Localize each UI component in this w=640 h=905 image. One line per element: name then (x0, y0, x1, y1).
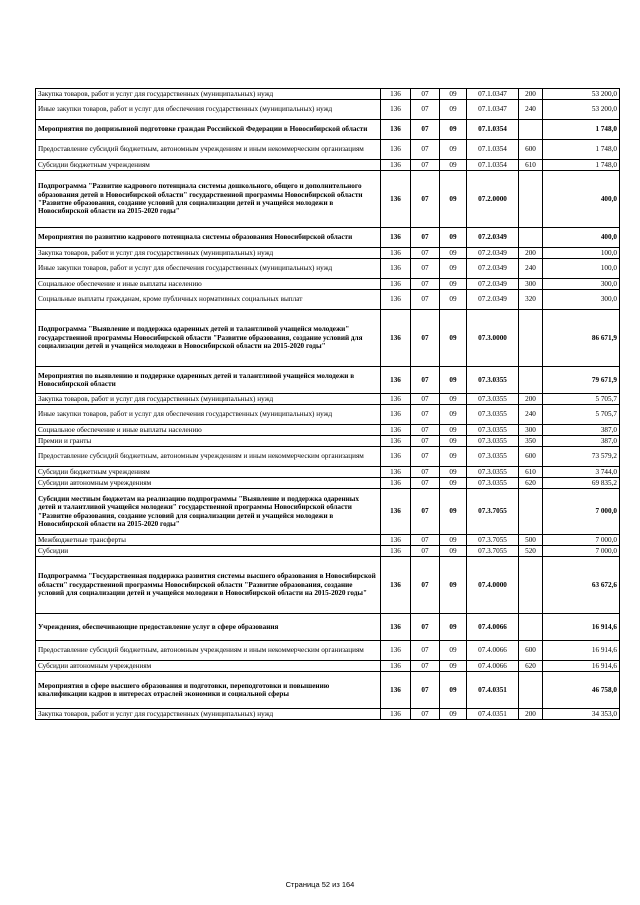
table-row (36, 259, 620, 279)
row-pr-cell: 09 (440, 661, 467, 672)
row-rz-cell: 07 (411, 100, 440, 120)
row-pr-cell: 09 (440, 546, 467, 557)
table-row (36, 140, 620, 160)
row-name-cell: Подпрограмма "Государственная поддержка развития системы высшего образования в Новосибирской области" государственной программы Новосибирской области "Развитие образования, создание условий для социализации детей и учащейся молодежи в Новосибирской области на 2015-2020 годы" (36, 557, 381, 614)
row-name-cell: Социальные выплаты гражданам, кроме публичных нормативных социальных выплат (36, 290, 381, 310)
row-name-cell: Мероприятия по развитию кадрового потенциала системы образования Новосибирской области (36, 228, 381, 248)
table-row (36, 546, 620, 557)
row-ved-cell: 136 (381, 259, 411, 279)
table-row (36, 405, 620, 425)
row-vr-cell: 610 (519, 160, 543, 171)
table-row (36, 557, 620, 614)
table-row (36, 290, 620, 310)
row-name-cell: Предоставление субсидий бюджетным, автономным учреждениям и иным некоммерческим организациям (36, 447, 381, 467)
row-pr-cell: 09 (440, 248, 467, 259)
row-csr-cell: 07.2.0349 (467, 279, 519, 290)
page-number: Страница 52 из 164 (285, 880, 355, 889)
row-rz-cell: 07 (411, 557, 440, 614)
row-sum-cell: 79 671,9 (543, 367, 620, 394)
row-ved-cell: 136 (381, 120, 411, 140)
row-sum-cell: 400,0 (543, 228, 620, 248)
row-pr-cell: 09 (440, 535, 467, 546)
row-rz-cell: 07 (411, 259, 440, 279)
row-csr-cell: 07.3.0355 (467, 467, 519, 478)
row-pr-cell: 09 (440, 447, 467, 467)
row-sum-cell: 1 748,0 (543, 160, 620, 171)
row-rz-cell: 07 (411, 467, 440, 478)
row-csr-cell: 07.1.0354 (467, 120, 519, 140)
row-ved-cell: 136 (381, 100, 411, 120)
row-rz-cell: 07 (411, 535, 440, 546)
row-pr-cell: 09 (440, 614, 467, 641)
row-name-cell: Иные закупки товаров, работ и услуг для обеспечения государственных (муниципальных) нужд (36, 100, 381, 120)
row-pr-cell: 09 (440, 367, 467, 394)
row-pr-cell: 09 (440, 425, 467, 436)
row-vr-cell (519, 228, 543, 248)
row-sum-cell: 7 000,0 (543, 489, 620, 535)
row-vr-cell: 240 (519, 259, 543, 279)
row-csr-cell: 07.3.0355 (467, 405, 519, 425)
row-sum-cell: 34 353,0 (543, 709, 620, 720)
table-row (36, 100, 620, 120)
row-vr-cell (519, 557, 543, 614)
row-name-cell: Закупка товаров, работ и услуг для государственных (муниципальных) нужд (36, 89, 381, 100)
row-vr-cell (519, 120, 543, 140)
row-vr-cell: 620 (519, 661, 543, 672)
row-name-cell: Субсидии (36, 546, 381, 557)
row-sum-cell: 300,0 (543, 290, 620, 310)
row-pr-cell: 09 (440, 394, 467, 405)
row-ved-cell: 136 (381, 279, 411, 290)
row-rz-cell: 07 (411, 394, 440, 405)
row-ved-cell: 136 (381, 248, 411, 259)
row-rz-cell: 07 (411, 478, 440, 489)
row-rz-cell: 07 (411, 641, 440, 661)
row-vr-cell (519, 489, 543, 535)
row-name-cell: Мероприятия по выявлению и поддержке одаренных детей и талантливой учащейся молодежи в Новосибирской области (36, 367, 381, 394)
row-ved-cell: 136 (381, 310, 411, 367)
row-rz-cell: 07 (411, 310, 440, 367)
table-row (36, 367, 620, 394)
row-csr-cell: 07.3.7055 (467, 489, 519, 535)
row-sum-cell: 5 705,7 (543, 405, 620, 425)
row-ved-cell: 136 (381, 709, 411, 720)
row-csr-cell: 07.2.0349 (467, 290, 519, 310)
table-row (36, 228, 620, 248)
row-rz-cell: 07 (411, 367, 440, 394)
row-ved-cell: 136 (381, 228, 411, 248)
row-name-cell: Мероприятия по допризывной подготовке граждан Российской Федерации в Новосибирской области (36, 120, 381, 140)
row-rz-cell: 07 (411, 405, 440, 425)
row-pr-cell: 09 (440, 228, 467, 248)
row-pr-cell: 09 (440, 120, 467, 140)
row-vr-cell: 300 (519, 279, 543, 290)
row-rz-cell: 07 (411, 120, 440, 140)
row-pr-cell: 09 (440, 140, 467, 160)
row-rz-cell: 07 (411, 171, 440, 228)
table-row (36, 447, 620, 467)
row-csr-cell: 07.4.0351 (467, 672, 519, 709)
table-row (36, 614, 620, 641)
row-ved-cell: 136 (381, 160, 411, 171)
row-pr-cell: 09 (440, 467, 467, 478)
row-vr-cell: 350 (519, 436, 543, 447)
row-rz-cell: 07 (411, 436, 440, 447)
row-ved-cell: 136 (381, 614, 411, 641)
row-name-cell: Премии и гранты (36, 436, 381, 447)
row-ved-cell: 136 (381, 405, 411, 425)
row-csr-cell: 07.3.0355 (467, 478, 519, 489)
row-csr-cell: 07.4.0000 (467, 557, 519, 614)
row-pr-cell: 09 (440, 259, 467, 279)
row-name-cell: Социальное обеспечение и иные выплаты населению (36, 279, 381, 290)
row-ved-cell: 136 (381, 367, 411, 394)
row-csr-cell: 07.3.0355 (467, 447, 519, 467)
row-rz-cell: 07 (411, 709, 440, 720)
row-ved-cell: 136 (381, 546, 411, 557)
row-name-cell: Иные закупки товаров, работ и услуг для обеспечения государственных (муниципальных) нужд (36, 405, 381, 425)
row-name-cell: Субсидии бюджетным учреждениям (36, 467, 381, 478)
row-ved-cell: 136 (381, 489, 411, 535)
row-vr-cell: 600 (519, 140, 543, 160)
page-footer (0, 880, 640, 889)
row-sum-cell: 1 748,0 (543, 120, 620, 140)
row-name-cell: Социальное обеспечение и иные выплаты населению (36, 425, 381, 436)
row-csr-cell: 07.1.0347 (467, 89, 519, 100)
row-ved-cell: 136 (381, 672, 411, 709)
row-rz-cell: 07 (411, 489, 440, 535)
row-csr-cell: 07.3.0355 (467, 394, 519, 405)
row-rz-cell: 07 (411, 89, 440, 100)
row-vr-cell: 200 (519, 709, 543, 720)
row-ved-cell: 136 (381, 140, 411, 160)
row-rz-cell: 07 (411, 546, 440, 557)
row-vr-cell: 610 (519, 467, 543, 478)
row-pr-cell: 09 (440, 290, 467, 310)
row-vr-cell (519, 367, 543, 394)
row-csr-cell: 07.2.0349 (467, 259, 519, 279)
row-vr-cell: 520 (519, 546, 543, 557)
table-row (36, 709, 620, 720)
row-ved-cell: 136 (381, 447, 411, 467)
row-vr-cell: 320 (519, 290, 543, 310)
row-ved-cell: 136 (381, 467, 411, 478)
row-sum-cell: 63 672,6 (543, 557, 620, 614)
table-row (36, 248, 620, 259)
row-pr-cell: 09 (440, 478, 467, 489)
row-vr-cell: 600 (519, 447, 543, 467)
row-name-cell: Подпрограмма "Выявление и поддержка одаренных детей и талантливой учащейся молодежи" государственной программы Новосибирской области "Развитие образования, создание условий для социализации детей и учащейся молодежи в Новосибирской области на 2015-2020 годы" (36, 310, 381, 367)
row-pr-cell: 09 (440, 436, 467, 447)
row-name-cell: Субсидии автономным учреждениям (36, 478, 381, 489)
row-pr-cell: 09 (440, 405, 467, 425)
row-sum-cell: 7 000,0 (543, 535, 620, 546)
row-rz-cell: 07 (411, 228, 440, 248)
row-csr-cell: 07.3.0000 (467, 310, 519, 367)
row-rz-cell: 07 (411, 614, 440, 641)
row-sum-cell: 16 914,6 (543, 661, 620, 672)
row-csr-cell: 07.1.0354 (467, 160, 519, 171)
row-name-cell: Закупка товаров, работ и услуг для государственных (муниципальных) нужд (36, 394, 381, 405)
row-pr-cell: 09 (440, 557, 467, 614)
row-ved-cell: 136 (381, 557, 411, 614)
row-sum-cell: 69 835,2 (543, 478, 620, 489)
row-sum-cell: 5 705,7 (543, 394, 620, 405)
row-name-cell: Учреждения, обеспечивающие предоставление услуг в сфере образования (36, 614, 381, 641)
row-sum-cell: 16 914,6 (543, 614, 620, 641)
table-row (36, 171, 620, 228)
row-pr-cell: 09 (440, 310, 467, 367)
row-csr-cell: 07.4.0066 (467, 641, 519, 661)
row-ved-cell: 136 (381, 641, 411, 661)
row-sum-cell: 16 914,6 (543, 641, 620, 661)
row-csr-cell: 07.1.0354 (467, 140, 519, 160)
table-row (36, 641, 620, 661)
row-vr-cell: 500 (519, 535, 543, 546)
row-name-cell: Подпрограмма "Развитие кадрового потенциала системы дошкольного, общего и дополнительного образования детей в Новосибирской области" государственной программы Новосибирской области "Развитие образования, создание условий для социализации детей и учащейся молодежи в Новосибирской области на 2015-2020 годы" (36, 171, 381, 228)
table-row (36, 160, 620, 171)
row-vr-cell: 240 (519, 405, 543, 425)
row-ved-cell: 136 (381, 436, 411, 447)
row-sum-cell: 73 579,2 (543, 447, 620, 467)
row-sum-cell: 46 758,0 (543, 672, 620, 709)
row-name-cell: Предоставление субсидий бюджетным, автономным учреждениям и иным некоммерческим организациям (36, 140, 381, 160)
row-pr-cell: 09 (440, 89, 467, 100)
row-ved-cell: 136 (381, 661, 411, 672)
budget-table-body (36, 89, 620, 720)
row-vr-cell: 600 (519, 641, 543, 661)
row-name-cell: Субсидии бюджетным учреждениям (36, 160, 381, 171)
row-ved-cell: 136 (381, 290, 411, 310)
table-row (36, 436, 620, 447)
row-csr-cell: 07.3.7055 (467, 546, 519, 557)
row-ved-cell: 136 (381, 394, 411, 405)
row-vr-cell: 300 (519, 425, 543, 436)
row-pr-cell: 09 (440, 171, 467, 228)
row-vr-cell: 200 (519, 394, 543, 405)
row-csr-cell: 07.3.7055 (467, 535, 519, 546)
row-sum-cell: 400,0 (543, 171, 620, 228)
row-rz-cell: 07 (411, 672, 440, 709)
row-pr-cell: 09 (440, 100, 467, 120)
row-ved-cell: 136 (381, 425, 411, 436)
row-name-cell: Мероприятия в сфере высшего образования и подготовки, переподготовки и повышению квалификации кадров в интересах отраслей экономики и социальной сферы (36, 672, 381, 709)
row-sum-cell: 100,0 (543, 259, 620, 279)
table-row (36, 279, 620, 290)
row-pr-cell: 09 (440, 672, 467, 709)
table-row (36, 467, 620, 478)
row-rz-cell: 07 (411, 160, 440, 171)
row-name-cell: Предоставление субсидий бюджетным, автономным учреждениям и иным некоммерческим организациям (36, 641, 381, 661)
row-rz-cell: 07 (411, 248, 440, 259)
row-rz-cell: 07 (411, 140, 440, 160)
row-name-cell: Межбюджетные трансферты (36, 535, 381, 546)
row-pr-cell: 09 (440, 641, 467, 661)
row-name-cell: Субсидии автономным учреждениям (36, 661, 381, 672)
row-sum-cell: 387,0 (543, 436, 620, 447)
row-sum-cell: 3 744,0 (543, 467, 620, 478)
table-row (36, 394, 620, 405)
row-pr-cell: 09 (440, 279, 467, 290)
table-row (36, 535, 620, 546)
row-name-cell: Закупка товаров, работ и услуг для государственных (муниципальных) нужд (36, 709, 381, 720)
row-csr-cell: 07.1.0347 (467, 100, 519, 120)
row-csr-cell: 07.2.0000 (467, 171, 519, 228)
row-ved-cell: 136 (381, 478, 411, 489)
row-rz-cell: 07 (411, 447, 440, 467)
budget-table (35, 88, 620, 720)
row-vr-cell: 240 (519, 100, 543, 120)
row-pr-cell: 09 (440, 160, 467, 171)
row-sum-cell: 7 000,0 (543, 546, 620, 557)
row-vr-cell (519, 310, 543, 367)
row-rz-cell: 07 (411, 661, 440, 672)
row-vr-cell: 200 (519, 248, 543, 259)
table-row (36, 672, 620, 709)
row-vr-cell: 200 (519, 89, 543, 100)
table-row (36, 661, 620, 672)
row-csr-cell: 07.3.0355 (467, 367, 519, 394)
row-pr-cell: 09 (440, 489, 467, 535)
row-sum-cell: 387,0 (543, 425, 620, 436)
row-rz-cell: 07 (411, 425, 440, 436)
table-row (36, 478, 620, 489)
row-ved-cell: 136 (381, 171, 411, 228)
row-sum-cell: 300,0 (543, 279, 620, 290)
row-csr-cell: 07.3.0355 (467, 436, 519, 447)
row-rz-cell: 07 (411, 279, 440, 290)
row-vr-cell: 620 (519, 478, 543, 489)
row-sum-cell: 100,0 (543, 248, 620, 259)
row-name-cell: Субсидии местным бюджетам на реализацию подпрограммы "Выявление и поддержка одаренных детей и талантливой учащейся молодежи" государственной программы Новосибирской области "Развитие образования, создание условий для социализации детей и учащейся молодежи в Новосибирской области на 2015-2020 годы" (36, 489, 381, 535)
row-ved-cell: 136 (381, 535, 411, 546)
table-row (36, 489, 620, 535)
table-row (36, 310, 620, 367)
row-csr-cell: 07.4.0066 (467, 614, 519, 641)
table-row (36, 425, 620, 436)
row-ved-cell: 136 (381, 89, 411, 100)
row-name-cell: Закупка товаров, работ и услуг для государственных (муниципальных) нужд (36, 248, 381, 259)
row-csr-cell: 07.2.0349 (467, 228, 519, 248)
row-vr-cell (519, 672, 543, 709)
row-csr-cell: 07.4.0351 (467, 709, 519, 720)
row-sum-cell: 1 748,0 (543, 140, 620, 160)
row-sum-cell: 53 200,0 (543, 89, 620, 100)
table-row (36, 89, 620, 100)
row-vr-cell (519, 171, 543, 228)
row-csr-cell: 07.3.0355 (467, 425, 519, 436)
row-sum-cell: 86 671,9 (543, 310, 620, 367)
row-csr-cell: 07.4.0066 (467, 661, 519, 672)
table-row (36, 120, 620, 140)
row-rz-cell: 07 (411, 290, 440, 310)
row-sum-cell: 53 200,0 (543, 100, 620, 120)
row-name-cell: Иные закупки товаров, работ и услуг для обеспечения государственных (муниципальных) нужд (36, 259, 381, 279)
row-pr-cell: 09 (440, 709, 467, 720)
row-csr-cell: 07.2.0349 (467, 248, 519, 259)
row-vr-cell (519, 614, 543, 641)
